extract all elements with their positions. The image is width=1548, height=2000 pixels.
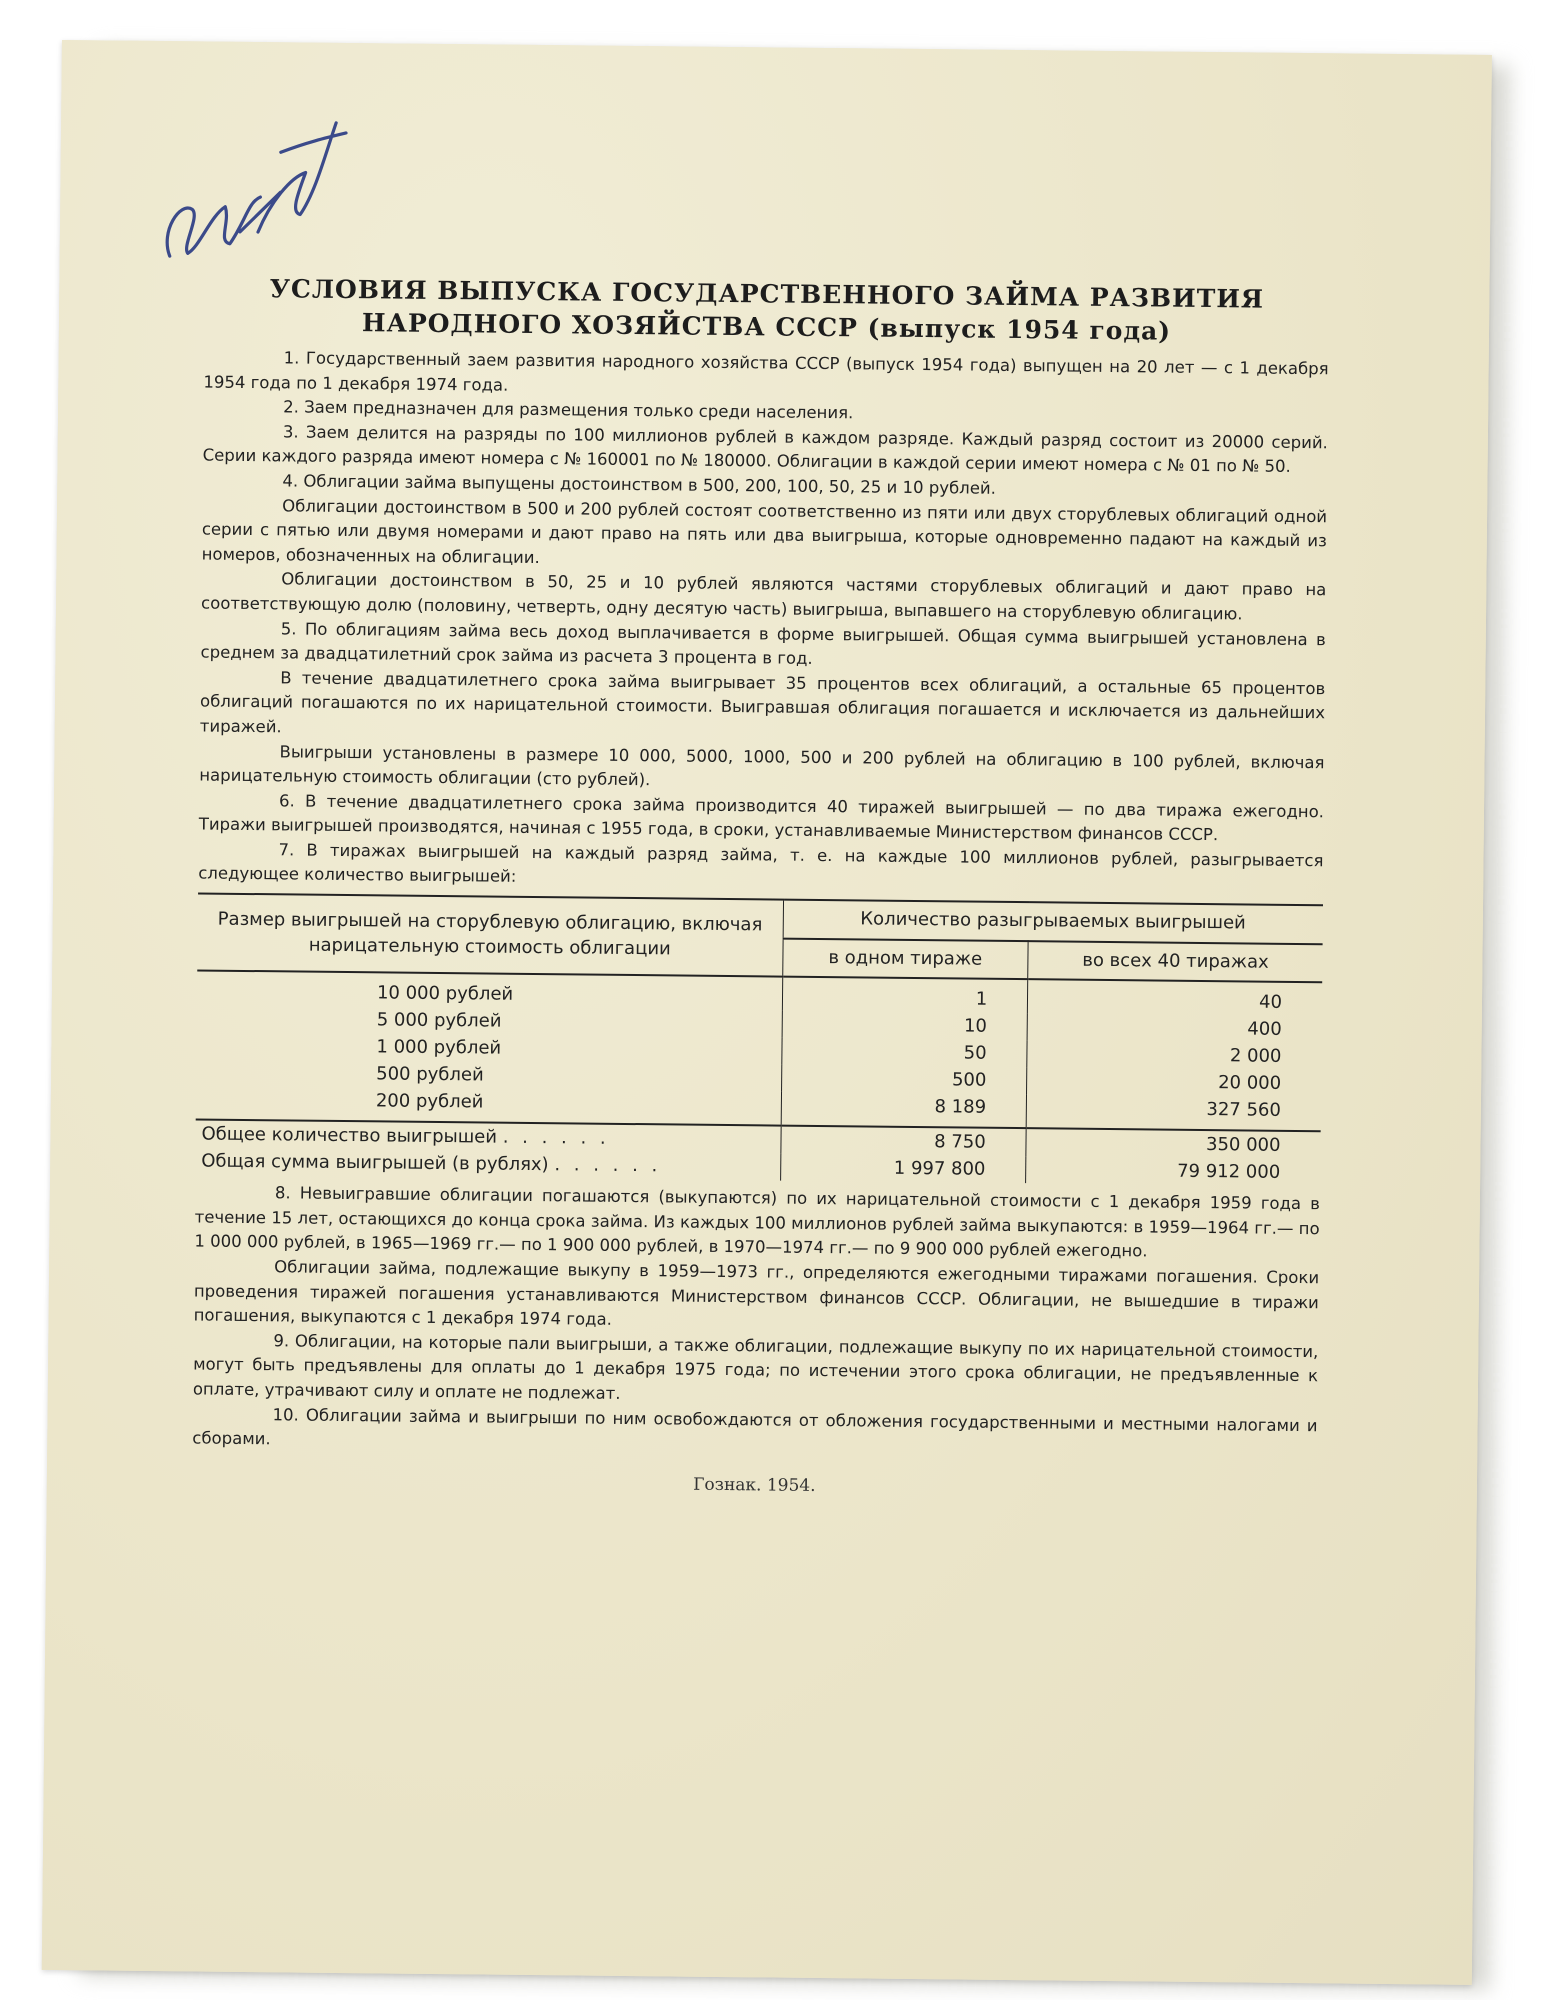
total-count-label: Общее количество выигрышей . . . . . . xyxy=(195,1120,780,1154)
title-line-2: НАРОДНОГО ХОЗЯЙСТВА СССР (выпуск 1954 года) xyxy=(361,308,1172,346)
paragraph-1: 1. Государственный заем развития народного хозяйства СССР (выпуск 1954 года) выпущен на 20 лет — с 1 декабря 1954 года по 1 декабря 1974 года. xyxy=(203,348,1329,395)
amount-cell: 1 000 рублей xyxy=(376,1036,502,1059)
paragraph-5: 5. По облигациям займа весь доход выплачивается в форме выигрышей. Общая сумма выигрышей установлена в среднем за двадцатилетний срок займа из расчета 3 процента в год. xyxy=(200,618,1326,669)
one-draw-cell: 8 189 xyxy=(781,1092,1027,1129)
table-header-row xyxy=(198,894,1323,944)
one-draw-cell: 1 xyxy=(782,977,1028,1014)
prize-table xyxy=(195,893,1323,1187)
paragraph-7: 7. В тиражах выигрышей на каждый разряд займа, т. е. на каждые 100 миллионов рублей, разыгрывается следующее количество выигрышей: xyxy=(198,840,1324,887)
all-draws-cell: 40 xyxy=(1028,979,1323,1016)
one-draw-cell: 50 xyxy=(781,1038,1027,1068)
paragraph-10: 10. Облигации займа и выигрыши по ним освобождаются от обложения государственными и местными налогами и сборами. xyxy=(192,1404,1318,1449)
col-one-draw-header: в одном тираже xyxy=(782,938,1028,979)
paragraph-8a: Облигации займа, подлежащие выкупу в 1959—1973 гг., определяются ежегодными тиражами погашения. Сроки проведения тиражей погашения устанавливаются Министерством финансов СССР. Облигации, не вышедшие в тиражи погашения, выкупаются с 1 декабря 1974 года. xyxy=(193,1257,1320,1330)
total-count-one: 8 750 xyxy=(780,1126,1026,1157)
document-sheet xyxy=(42,40,1492,1985)
document-body xyxy=(192,272,1330,1504)
printer-imprint: Гознак. 1954. xyxy=(693,1474,816,1496)
all-draws-cell: 2 000 xyxy=(1027,1040,1322,1070)
group-header: Количество разыгрываемых выигрышей xyxy=(783,900,1323,944)
total-sum-label: Общая сумма выигрышей (в рублях) . . . . . . xyxy=(201,1150,662,1177)
total-sum-all: 79 912 000 xyxy=(1026,1156,1321,1186)
col-all-draws-header: во всех 40 тиражах xyxy=(1028,941,1323,983)
paragraph-3: 3. Заем делится на разряды по 100 миллионов рублей в каждом разряде. Каждый разряд состоит из 20000 серий. Серии каждого разряда имеют номера с № 160001 по № 180000. Облигации в каждой серии имеют номера с № 01 по № 50. xyxy=(202,422,1328,477)
col-amount-header: Размер выигрышей на сторублевую облигацию, включая нарицательную стоимость облигации xyxy=(197,894,783,977)
paragraph-4: 4. Облигации займа выпущены достоинством в 500, 200, 100, 50, 25 и 10 рублей. xyxy=(282,471,996,498)
paragraph-9: 9. Облигации, на которые пали выигрыши, а также облигации, подлежащие выкупу по их нарицательной стоимости, могут быть предъявлены для оплаты до 1 декабря 1975 года; по истечении этого срока облигации, не предъявленные к оплате, утрачивают силу и оплате не подлежат. xyxy=(192,1331,1319,1403)
title-line-1: УСЛОВИЯ ВЫПУСКА ГОСУДАРСТВЕННОГО ЗАЙМА РАЗВИТИЯ xyxy=(269,274,1265,314)
amount-cell: 5 000 рублей xyxy=(376,1009,502,1032)
all-draws-cell: 400 xyxy=(1027,1013,1322,1043)
paragraph-8: 8. Невыигравшие облигации погашаются (выкупаются) по их нарицательной стоимости с 1 декабря 1959 года в течение 15 лет, остающихся до конца срока займа. Из каждых 100 миллионов рублей займа выкупаются: в 1959—1964 гг.— по 1 000 000 рублей, в 1965—1969 гг.— по 1 900 000 рублей, в 1970—1974 гг.— по 9 900 000 рублей ежегодно. xyxy=(194,1183,1320,1261)
amount-cell: 500 рублей xyxy=(376,1063,484,1086)
all-draws-cell: 327 560 xyxy=(1026,1094,1321,1131)
document-title xyxy=(204,272,1330,350)
paragraph-4b: Облигации достоинством в 50, 25 и 10 рублей являются частями сторублевых облигаций и дают право на соответствующую долю (половину, четверть, одну десятую часть) выигрыша, выпавшего на сторублевую облигацию. xyxy=(201,569,1327,624)
amount-cell: 10 000 рублей xyxy=(376,982,514,1006)
paragraph-2: 2. Заем предназначен для размещения только среди населения. xyxy=(283,397,854,423)
one-draw-cell: 500 xyxy=(781,1065,1027,1095)
paragraph-5a: В течение двадцатилетнего срока займа выигрывает 35 процентов всех облигаций, а остальные 65 процентов облигаций погашаются по их нарицательной стоимости. Выигравшая облигация погашается и исключается из дальнейших тиражей. xyxy=(199,668,1326,737)
total-sum-one: 1 997 800 xyxy=(780,1154,1026,1184)
paragraph-4a: Облигации достоинством в 500 и 200 рублей состоят соответственно из пяти или двух сторублевых облигаций одной серии с пятью или двумя номерами и дают право на пять или два выигрыша, которые одновременно падают на каждый из номеров, обозначенных на облигации. xyxy=(201,495,1328,567)
all-draws-cell: 20 000 xyxy=(1027,1067,1322,1097)
total-count-all: 350 000 xyxy=(1026,1128,1321,1159)
handwritten-signature xyxy=(129,81,371,284)
paragraph-6: 6. В течение двадцатилетнего срока займа производится 40 тиражей выигрышей — по два тиража ежегодно. Тиражи выигрышей производятся, начиная с 1955 года, в сроки, устанавливаемые Министерством финансов СССР. xyxy=(198,791,1325,845)
one-draw-cell: 10 xyxy=(782,1011,1028,1041)
amount-cell: 200 рублей xyxy=(375,1090,484,1113)
paragraph-5b: Выигрыши установлены в размере 10 000, 5000, 1000, 500 и 200 рублей на облигацию в 100 рублей, включая нарицательную стоимость облигации (сто рублей). xyxy=(199,741,1325,790)
